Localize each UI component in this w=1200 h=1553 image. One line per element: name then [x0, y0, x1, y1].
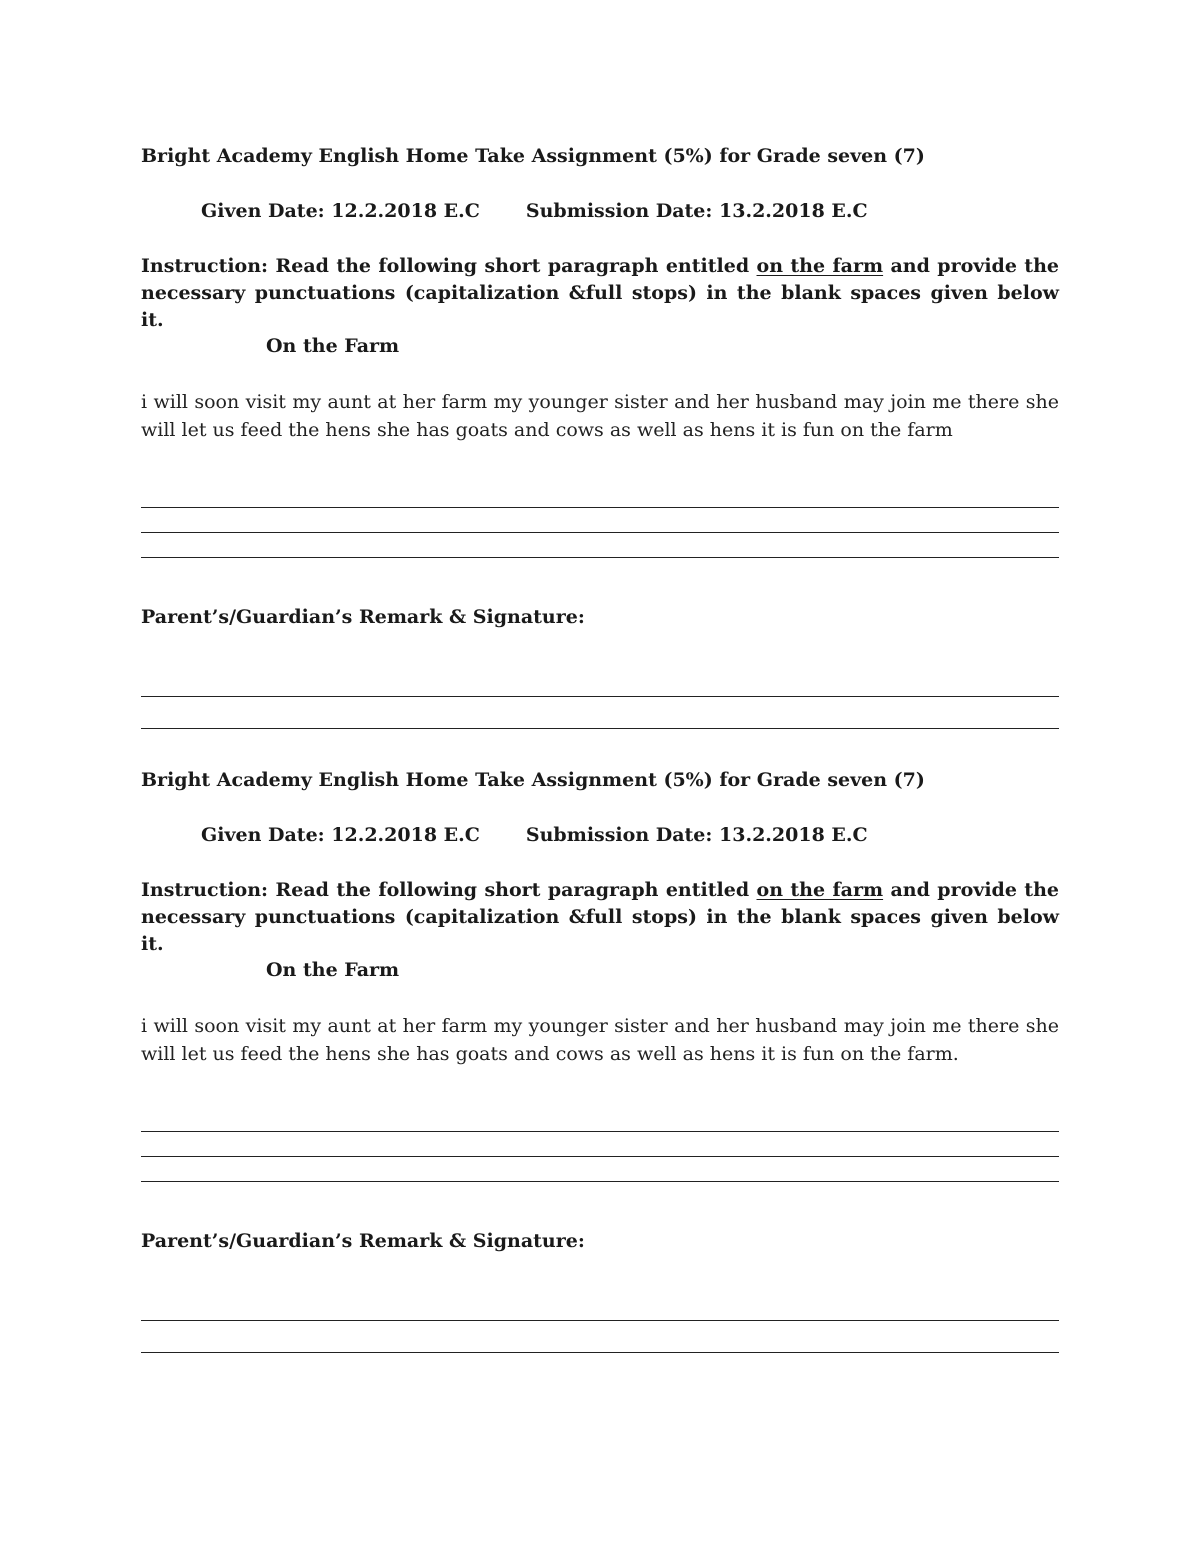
remark-line[interactable] [141, 665, 1059, 697]
instruction-text: Instruction: Read the following short paragraph entitled on the farm and provide the necessary punctuations (capitalization &full stops) in the blank spaces given below it. [141, 879, 1059, 955]
assignment-dates [201, 822, 1059, 849]
given-date: Given Date: 12.2.2018 E.C [201, 200, 480, 222]
submission-date: Submission Date: 13.2.2018 E.C [525, 200, 868, 222]
remark-lines [141, 1289, 1059, 1353]
assignment-title: Bright Academy English Home Take Assignment (5%) for Grade seven (7) [141, 145, 925, 167]
assignment-copy-2 [141, 767, 1059, 1353]
remark-line[interactable] [141, 1321, 1059, 1353]
given-date: Given Date: 12.2.2018 E.C [201, 824, 480, 846]
answer-line[interactable] [141, 1129, 1059, 1157]
remark-line[interactable] [141, 697, 1059, 729]
assignment-dates [201, 198, 1059, 225]
underlined-title: on the farm [756, 879, 884, 901]
answer-line[interactable] [141, 480, 1059, 508]
answer-lines [141, 1104, 1059, 1182]
unpunctuated-paragraph: i will soon visit my aunt at her farm my younger sister and her husband may join me there she will let us feed the hens she has goats and cows as well as hens it is fun on the farm [141, 391, 1059, 441]
remark-label: Parent’s/Guardian’s Remark & Signature: [141, 1230, 585, 1252]
unpunctuated-paragraph: i will soon visit my aunt at her farm my younger sister and her husband may join me there she will let us feed the hens she has goats and cows as well as hens it is fun on the farm. [141, 1015, 1059, 1065]
answer-line[interactable] [141, 1154, 1059, 1182]
underlined-title: on the farm [756, 255, 884, 277]
remark-lines [141, 665, 1059, 729]
answer-line[interactable] [141, 1104, 1059, 1132]
answer-line[interactable] [141, 530, 1059, 558]
paragraph-heading: On the Farm [266, 959, 400, 981]
remark-label: Parent’s/Guardian’s Remark & Signature: [141, 606, 585, 628]
assignment-title: Bright Academy English Home Take Assignment (5%) for Grade seven (7) [141, 769, 925, 791]
submission-date: Submission Date: 13.2.2018 E.C [525, 824, 868, 846]
answer-lines [141, 480, 1059, 558]
remark-line[interactable] [141, 1289, 1059, 1321]
paragraph-heading: On the Farm [266, 335, 400, 357]
answer-line[interactable] [141, 505, 1059, 533]
instruction-text: Instruction: Read the following short paragraph entitled on the farm and provide the necessary punctuations (capitalization &full stops) in the blank spaces given below it. [141, 255, 1059, 331]
assignment-copy-1 [141, 143, 1059, 729]
